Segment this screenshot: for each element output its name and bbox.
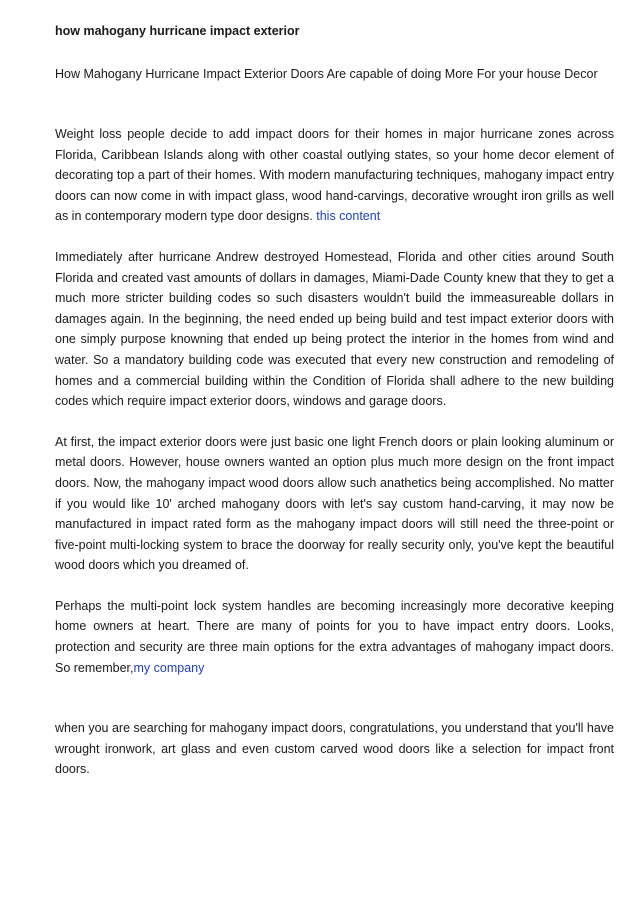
document-subtitle: How Mahogany Hurricane Impact Exterior Doors Are capable of doing More For your house Decor <box>55 67 598 81</box>
paragraph-3-text: At first, the impact exterior doors were just basic one light French doors or plain looking aluminum or metal doors. However, house owners wanted an option plus much more design on the front impact doors. Now, the mahogany impact wood doors allow such anathetics being accomplished. No matter if you would like 10' arched mahogany doors with let's say custom hand-carving, it may now be manufactured in impact rated form as the mahogany impact doors will still need the three-point or five-point multi-locking system to brace the doorway for really security only, you've kept the beautiful wood doors which you dreamed of. <box>55 434 614 573</box>
paragraph-4 <box>55 596 614 678</box>
paragraph-5-text: when you are searching for mahogany impact doors, congratulations, you understand that you'll have wrought ironwork, art glass and even custom carved wood doors like a selection for impact front doors. <box>55 721 614 777</box>
document-title: how mahogany hurricane impact exterior <box>55 24 300 38</box>
paragraph-4-text: Perhaps the multi-point lock system handles are becoming increasingly more decorative keeping home owners at heart. There are many of points for you to have impact entry doors. Looks, protection and security are three main options for the extra advantages of mahogany impact doors. So remember, <box>55 598 614 675</box>
document-page <box>55 22 614 800</box>
paragraph-3 <box>55 432 614 576</box>
paragraph-1 <box>55 124 614 227</box>
this-content-link[interactable]: this content <box>316 209 381 224</box>
my-company-link[interactable]: my company <box>133 660 205 675</box>
paragraph-2 <box>55 247 614 412</box>
paragraph-5 <box>55 718 614 780</box>
paragraph-1-text: Weight loss people decide to add impact doors for their homes in major hurricane zones across Florida, Caribbean Islands along with other coastal outlying states, so your home decor element of decorating top a part of their homes. With modern manufacturing techniques, mahogany impact entry doors can now come in with impact glass, wood hand-carvings, decorative wrought iron grills as well as in contemporary modern type door designs. <box>55 127 614 224</box>
paragraph-2-text: Immediately after hurricane Andrew destroyed Homestead, Florida and other cities around South Florida and created vast amounts of dollars in damages, Miami-Dade County knew that they to get a much more stricter building codes so such disasters wouldn't build the immeasureable dollars in damages again. In the beginning, the need ended up being build and test impact exterior doors with one simply purpose knowning that ended up being protect the interior in the homes from wind and water. So a mandatory building code was executed that every new construction and remodeling of homes and a commercial building within the Condition of Florida shall adhere to the new building codes which require impact exterior doors, windows and garage doors. <box>55 249 614 409</box>
